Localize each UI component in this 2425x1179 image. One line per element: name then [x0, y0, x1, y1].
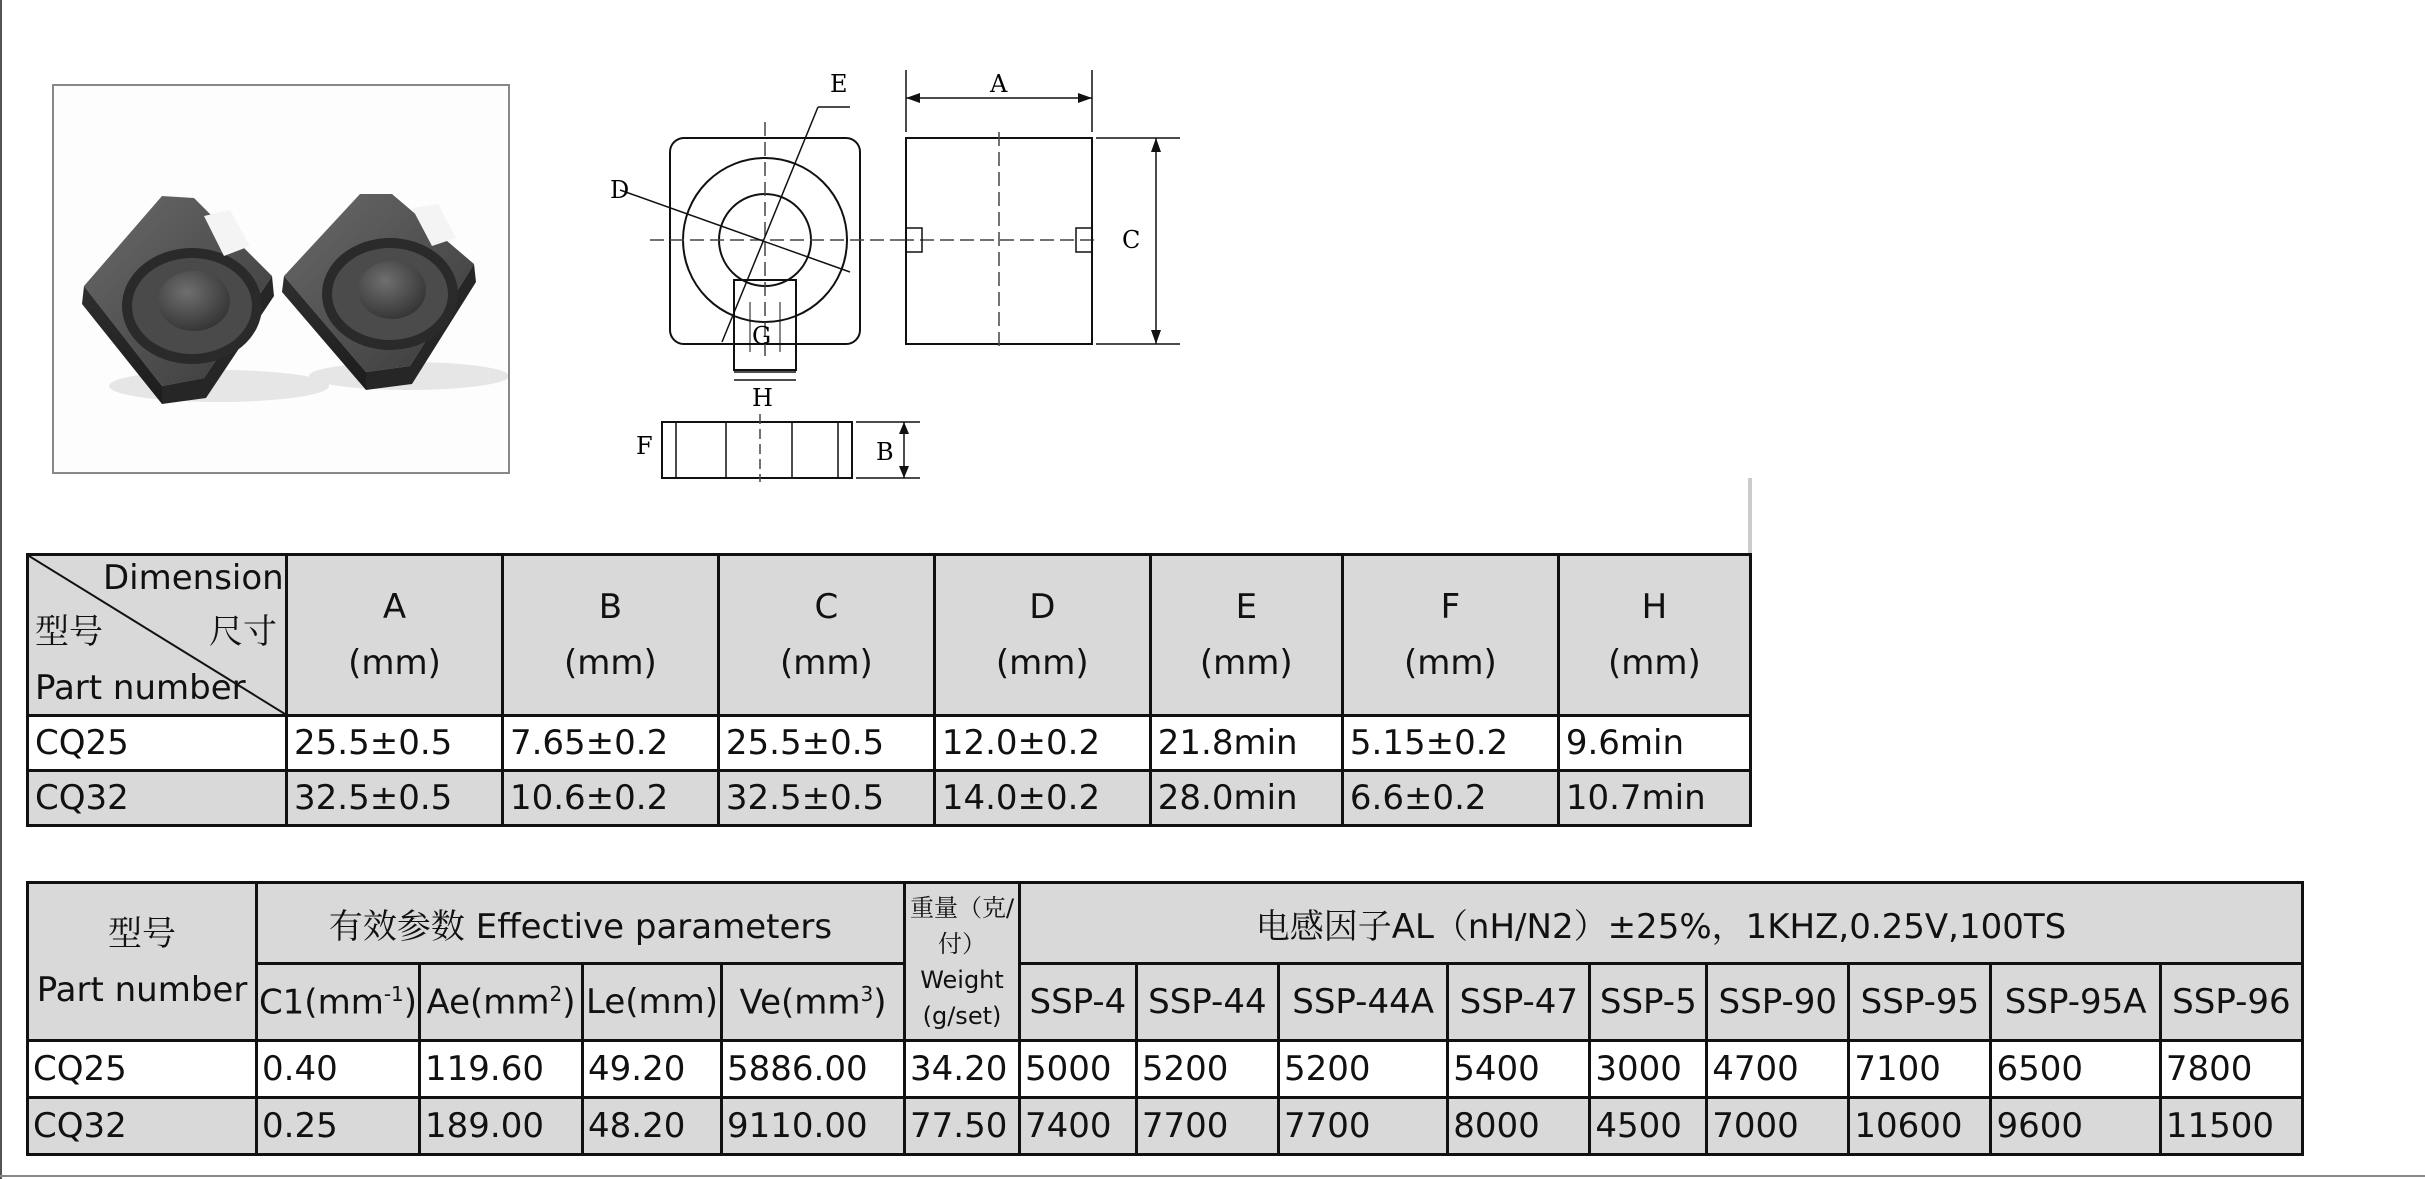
al-cell: 3000	[1590, 1041, 1707, 1098]
le-header: Le(mm)	[583, 964, 722, 1041]
drawing-label-g: G	[752, 322, 772, 350]
c1-cell: 0.25	[257, 1098, 420, 1155]
part-cell: CQ25	[28, 716, 287, 771]
al-cell: 7700	[1136, 1098, 1278, 1155]
al-cell: 4700	[1707, 1041, 1849, 1098]
c1-header: $C1(mm^{-1})$	[257, 964, 420, 1041]
value-cell: 10.7min	[1558, 771, 1750, 826]
value-cell: 5.15±0.2	[1342, 716, 1558, 771]
table-row	[28, 716, 1751, 771]
value-cell: 32.5±0.5	[287, 771, 503, 826]
material-header: SSP-44	[1136, 964, 1278, 1041]
al-cell: 4500	[1590, 1098, 1707, 1155]
page-rule	[1748, 478, 1752, 558]
product-photo	[52, 84, 510, 474]
al-cell: 9600	[1991, 1098, 2160, 1155]
dimension-header-row	[28, 555, 1751, 716]
part-cell: CQ32	[28, 771, 287, 826]
al-cell: 6500	[1991, 1041, 2160, 1098]
dim-col-a: A (mm)	[287, 555, 503, 716]
value-cell: 32.5±0.5	[718, 771, 934, 826]
model-header-cell	[28, 883, 257, 1041]
weight-unit-label: (g/set)	[922, 1001, 1002, 1030]
model-cn-label: 型号	[108, 913, 176, 954]
value-cell: 25.5±0.5	[287, 716, 503, 771]
drawing-label-h: H	[752, 384, 773, 412]
table-row	[28, 1098, 2303, 1155]
material-header: SSP-44A	[1278, 964, 1447, 1041]
dim-col-f: F (mm)	[1342, 555, 1558, 716]
dimension-table	[26, 553, 1752, 827]
dim-col-b: B (mm)	[502, 555, 718, 716]
corner-dimension-label: Dimension	[103, 558, 284, 598]
weight-cn-label: 重量（克/付）	[909, 893, 1015, 958]
le-cell: 49.20	[583, 1041, 722, 1098]
le-cell: 48.20	[583, 1098, 722, 1155]
al-cell: 5400	[1448, 1041, 1590, 1098]
part-cell: CQ25	[28, 1041, 257, 1098]
ae-header: $Ae(mm^2)$	[420, 964, 583, 1041]
table-row	[28, 1041, 2303, 1098]
corner-model-cn-label: 型号	[35, 612, 103, 652]
material-header: SSP-47	[1448, 964, 1590, 1041]
weight-header-cell	[905, 883, 1020, 1041]
al-cell: 7800	[2160, 1041, 2302, 1098]
weight-cell: 77.50	[905, 1098, 1020, 1155]
value-cell: 12.0±0.2	[934, 716, 1150, 771]
value-cell: 25.5±0.5	[718, 716, 934, 771]
weight-cell: 34.20	[905, 1041, 1020, 1098]
drawing-label-f: F	[636, 432, 653, 460]
al-cell: 11500	[2160, 1098, 2302, 1155]
ve-cell: 9110.00	[722, 1098, 905, 1155]
value-cell: 10.6±0.2	[502, 771, 718, 826]
ae-cell: 119.60	[420, 1041, 583, 1098]
parameter-table	[26, 881, 2304, 1156]
al-cell: 7400	[1020, 1098, 1137, 1155]
value-cell: 21.8min	[1150, 716, 1342, 771]
value-cell: 28.0min	[1150, 771, 1342, 826]
al-cell: 7700	[1278, 1098, 1447, 1155]
part-number-label: Part number	[36, 969, 248, 1010]
al-cell: 7000	[1707, 1098, 1849, 1155]
material-header: SSP-4	[1020, 964, 1137, 1041]
ae-cell: 189.00	[420, 1098, 583, 1155]
drawing-label-d: D	[610, 176, 630, 204]
drawing-label-e: E	[830, 70, 848, 98]
dim-col-c: C (mm)	[718, 555, 934, 716]
dim-col-e: E (mm)	[1150, 555, 1342, 716]
value-cell: 6.6±0.2	[1342, 771, 1558, 826]
dim-col-h: H (mm)	[1558, 555, 1750, 716]
drawing-label-b: B	[876, 438, 894, 466]
material-header: SSP-90	[1707, 964, 1849, 1041]
material-header: SSP-95	[1849, 964, 1991, 1041]
param-header-row-1	[28, 883, 2303, 964]
weight-en-label: Weight	[920, 965, 1004, 994]
al-cell: 5200	[1136, 1041, 1278, 1098]
al-factor-header: 电感因子AL（nH/N2）±25%，1KHZ,0.25V,100TS	[1020, 883, 2303, 964]
material-header: SSP-95A	[1991, 964, 2160, 1041]
part-cell: CQ32	[28, 1098, 257, 1155]
drawing-label-c: C	[1122, 226, 1141, 254]
value-cell: 7.65±0.2	[502, 716, 718, 771]
al-cell: 7100	[1849, 1041, 1991, 1098]
table-row	[28, 771, 1751, 826]
al-cell: 5000	[1020, 1041, 1137, 1098]
al-cell: 8000	[1448, 1098, 1590, 1155]
material-header: SSP-96	[2160, 964, 2302, 1041]
c1-cell: 0.40	[257, 1041, 420, 1098]
corner-part-number-label: Part number	[35, 668, 246, 708]
technical-drawing	[600, 62, 1220, 486]
page-border-bottom	[0, 1175, 2425, 1177]
al-cell: 5200	[1278, 1041, 1447, 1098]
core-photo-right	[282, 194, 476, 390]
material-header: SSP-5	[1590, 964, 1707, 1041]
value-cell: 9.6min	[1558, 716, 1750, 771]
drawing-label-a: A	[990, 70, 1008, 98]
effective-params-header: 有效参数 Effective parameters	[257, 883, 905, 964]
al-cell: 10600	[1849, 1098, 1991, 1155]
value-cell: 14.0±0.2	[934, 771, 1150, 826]
param-header-row-2	[28, 964, 2303, 1041]
ve-cell: 5886.00	[722, 1041, 905, 1098]
page-border-left	[0, 0, 2, 1179]
dim-col-d: D (mm)	[934, 555, 1150, 716]
ve-header: $Ve(mm^3)$	[722, 964, 905, 1041]
corner-size-cn-label: 尺寸	[209, 612, 277, 652]
corner-header-cell	[28, 555, 287, 716]
